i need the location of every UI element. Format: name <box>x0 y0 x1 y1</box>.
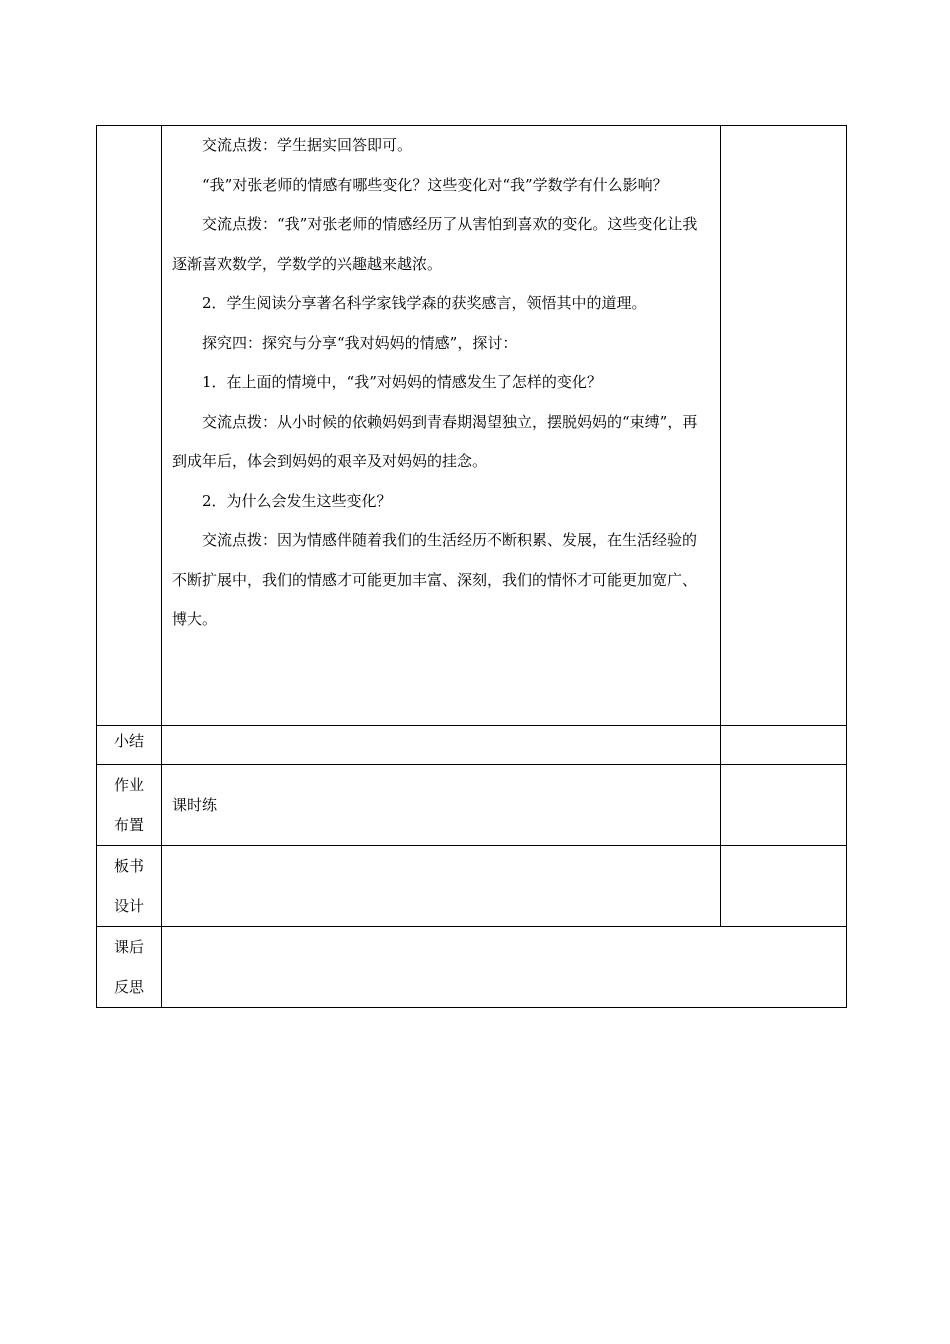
paragraph: 交流点拨：“我”对张老师的情感经历了从害怕到喜欢的变化。这些变化让我逐渐喜欢数学，学数学的兴趣越来越浓。 <box>172 215 698 273</box>
summary-content <box>162 726 721 765</box>
board-design-label <box>97 846 162 927</box>
board-design-row <box>97 846 847 927</box>
main-content-cell <box>162 126 721 726</box>
paragraph: 交流点拨：从小时候的依赖妈妈到青春期渴望独立，摆脱妈妈的“束缚”，再到成年后，体会到妈妈的艰辛及对妈妈的挂念。 <box>172 412 698 470</box>
summary-label: 小结 <box>97 726 162 765</box>
paragraph: 2．学生阅读分享著名科学家钱学森的获奖感言，领悟其中的道理。 <box>202 294 647 312</box>
reflection-label <box>97 927 162 1008</box>
paragraph: 1．在上面的情境中，“我”对妈妈的情感发生了怎样的变化？ <box>202 373 602 391</box>
homework-notes-cell <box>721 765 847 846</box>
board-design-content <box>162 846 721 927</box>
homework-row <box>97 765 847 846</box>
summary-row <box>97 726 847 765</box>
homework-label-line: 布置 <box>113 816 144 834</box>
main-label-cell <box>97 126 162 726</box>
board-design-label-line: 设计 <box>113 897 144 915</box>
reflection-label-line: 课后 <box>113 938 144 956</box>
homework-content: 课时练 <box>162 765 721 846</box>
reflection-row <box>97 927 847 1008</box>
homework-label-line: 作业 <box>113 776 144 794</box>
reflection-label-line: 反思 <box>113 978 144 996</box>
homework-label <box>97 765 162 846</box>
main-notes-cell <box>721 126 847 726</box>
paragraph: 交流点拨：因为情感伴随着我们的生活经历不断积累、发展，在生活经验的不断扩展中，我们的情感才可能更加丰富、深刻，我们的情怀才可能更加宽广、博大。 <box>172 531 698 628</box>
paragraph: “我”对张老师的情感有哪些变化？这些变化对“我”学数学有什么影响？ <box>202 175 668 194</box>
lesson-plan-table <box>96 125 847 1008</box>
paragraph: 交流点拨：学生据实回答即可。 <box>202 136 413 154</box>
reflection-content <box>162 927 847 1008</box>
paragraph: 2．为什么会发生这些变化？ <box>202 491 392 510</box>
summary-notes-cell <box>721 726 847 765</box>
board-design-notes-cell <box>721 846 847 927</box>
main-row <box>97 126 847 726</box>
paragraph: 探究四：探究与分享“我对妈妈的情感”，探讨： <box>202 333 518 352</box>
board-design-label-line: 板书 <box>113 857 144 875</box>
